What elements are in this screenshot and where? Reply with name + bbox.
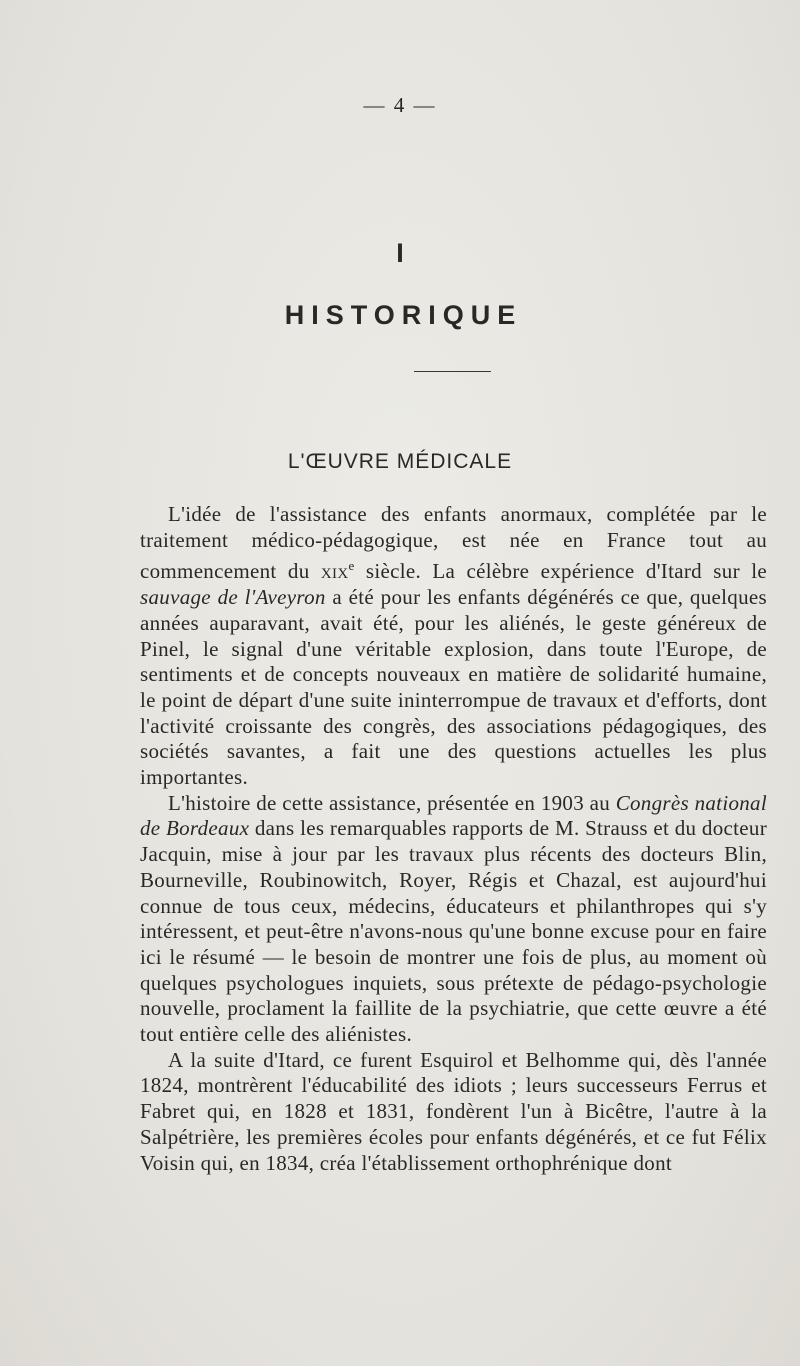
subsection-title: L'ŒUVRE MÉDICALE bbox=[287, 450, 513, 473]
century-numeral: xix bbox=[320, 559, 349, 584]
section-title: HISTORIQUE bbox=[284, 300, 523, 330]
paragraph-1-part-b: siècle. La célèbre expérience d'Itard sur le bbox=[354, 559, 767, 584]
page-number: — 4 — bbox=[363, 93, 437, 117]
body-text bbox=[140, 502, 767, 1176]
paragraph-1-part-a: L'idée de l'assistance des enfants anormaux, complétée par le traitement médico-pédagogique, est née en France tout au commencement du bbox=[140, 502, 767, 584]
paragraph-1-part-c: a été pour les enfants dégénérés ce que, quelques années auparavant, avait été, pour les aliénés, le geste généreux de Pinel, le signal d'une véritable explosion, dans toute l'Europe, de sentiments et de concepts nouveaux en matière de solidarité humaine, le point de départ d'une suite ininterrompue de travaux et d'efforts, dont l'activité croissante des congrès, des associations pédagogiques, des sociétés savantes, a fait une des questions actuelles les plus importantes. bbox=[140, 585, 767, 790]
century-superscript: e bbox=[348, 558, 355, 574]
paragraph-2 bbox=[140, 791, 767, 1048]
italic-title-aveyron: sauvage de l'Aveyron bbox=[140, 585, 326, 610]
paragraph-2-part-b: dans les remarquables rapports de M. Strauss et du docteur Jacquin, mise à jour par les travaux plus récents des docteurs Blin, Bourneville, Roubinowitch, Royer, Régis et Chazal, est aujourd'hui connue de tous ceux, médecins, éducateurs et philanthropes qui s'y intéressent, et peut-être n'avons-nous qu'une bonne excuse pour en faire ici le résumé — le besoin de montrer une fois de plus, au moment où quelques psychologues inquiets, sous prétexte de pédago-psychologie nouvelle, proclament la faillite de la psychiatrie, que cette œuvre a été tout entière celle des aliénistes. bbox=[140, 816, 767, 1047]
title-divider bbox=[414, 371, 491, 372]
paragraph-3: A la suite d'Itard, ce furent Esquirol et Belhomme qui, dès l'année 1824, montrèrent l'éducabilité des idiots ; leurs successeurs Ferrus et Fabret qui, en 1828 et 1831, fondèrent l'un à Bicêtre, l'autre à la Salpétrière, les premières écoles pour enfants dégénérés, et ce fut Félix Voisin qui, en 1834, créa l'établissement orthophrénique dont bbox=[140, 1047, 767, 1175]
paragraph-1 bbox=[140, 502, 767, 791]
italic-title-congres: Congrès national de Bordeaux bbox=[140, 790, 767, 841]
section-numeral: I bbox=[396, 238, 404, 268]
paragraph-2-part-a: L'histoire de cette assistance, présentée en 1903 au bbox=[168, 790, 616, 815]
